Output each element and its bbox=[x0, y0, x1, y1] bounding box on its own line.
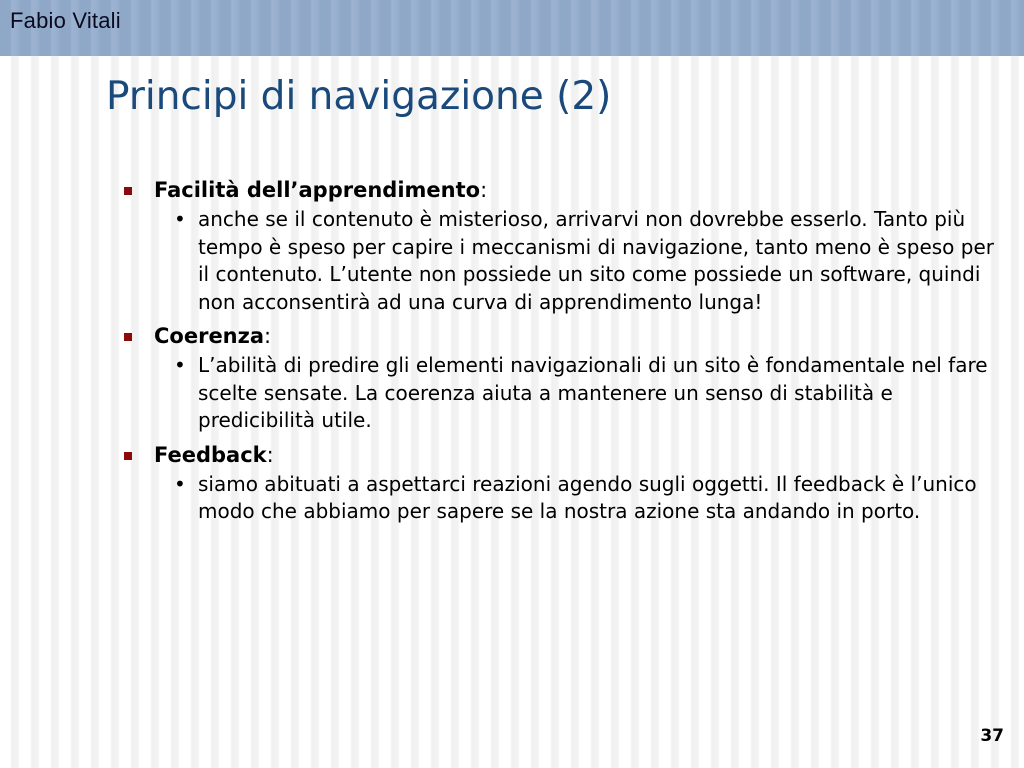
bullet-level2 bbox=[174, 352, 1004, 435]
heading-colon: : bbox=[264, 324, 272, 348]
bullet-heading-line bbox=[154, 320, 271, 352]
heading-colon: : bbox=[480, 178, 488, 202]
bullet-level2 bbox=[174, 471, 1004, 526]
bullet-heading-line bbox=[154, 174, 487, 206]
dot-bullet-icon: • bbox=[174, 207, 186, 231]
bullet-level2 bbox=[174, 206, 1004, 316]
square-bullet-icon bbox=[124, 187, 132, 195]
bullet-level1 bbox=[124, 174, 1004, 206]
square-bullet-icon bbox=[124, 333, 132, 341]
square-bullet-icon bbox=[124, 452, 132, 460]
dot-bullet-icon: • bbox=[174, 353, 186, 377]
slide-title: Principi di navigazione (2) bbox=[106, 74, 612, 119]
bullet-text: siamo abituati a aspettarci reazioni agendo sugli oggetti. Il feedback è l’unico modo che abbiamo per sapere se la nostra azione sta andando in porto. bbox=[198, 471, 977, 523]
dot-bullet-icon: • bbox=[174, 471, 186, 496]
bullet-heading: Feedback bbox=[154, 442, 267, 467]
header-bar bbox=[0, 0, 1024, 56]
author-name: Fabio Vitali bbox=[10, 8, 121, 33]
bullet-text: L’abilità di predire gli elementi navigazionali di un sito è fondamentale nel fare scelte sensate. La coerenza aiuta a mantenere un senso di stabilità e predicibilità utile. bbox=[198, 353, 988, 432]
bullet-heading-line bbox=[154, 439, 274, 471]
bullet-heading: Facilità dell’apprendimento bbox=[154, 178, 481, 202]
heading-colon: : bbox=[266, 442, 274, 467]
bullet-text: anche se il contenuto è misterioso, arrivarvi non dovrebbe esserlo. Tanto più tempo è speso per capire i meccanismi di navigazione, tanto meno è speso per il contenuto. L’utente non possiede un sito come possiede un software, quindi non acconsentirà ad una curva di apprendimento lunga! bbox=[198, 207, 994, 314]
bullet-heading: Coerenza bbox=[154, 324, 265, 348]
slide-content bbox=[124, 174, 1004, 530]
bullet-level1 bbox=[124, 439, 1004, 471]
page-number: 37 bbox=[980, 726, 1004, 746]
bullet-level1 bbox=[124, 320, 1004, 352]
